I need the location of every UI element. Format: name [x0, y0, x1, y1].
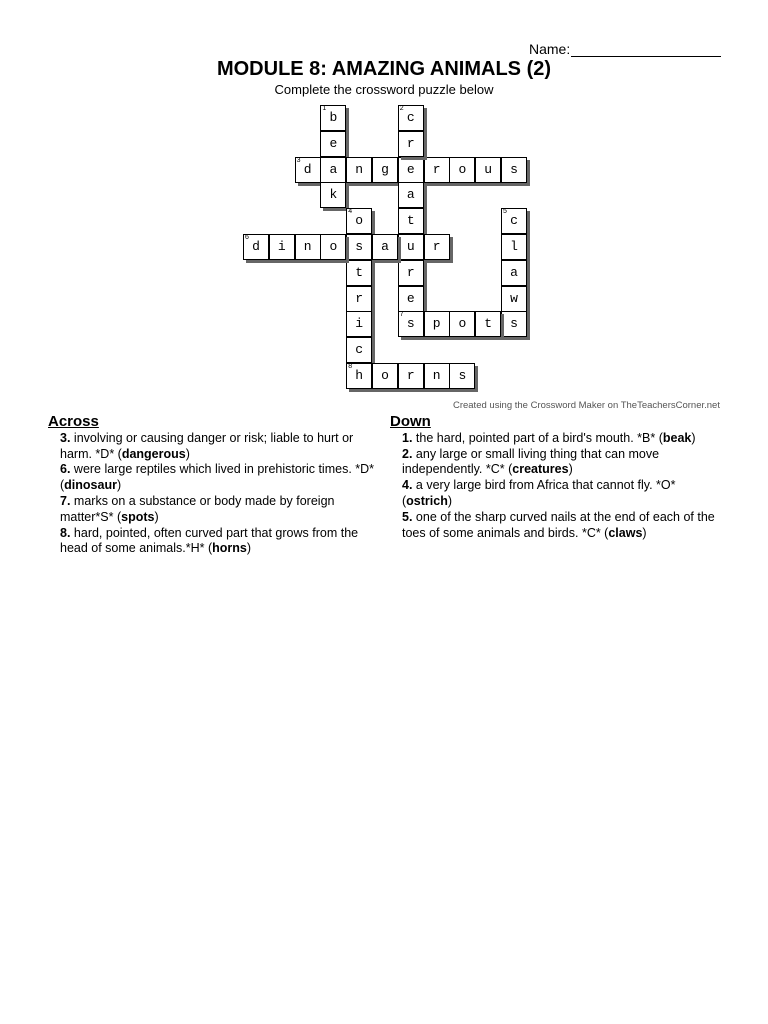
across-clues [48, 414, 383, 557]
clue-answer: beak [662, 430, 692, 445]
cell-letter: d [303, 161, 312, 177]
cell-letter: s [458, 368, 467, 383]
clue-text: marks on a substance or body made by foreign matter*S* ( [60, 493, 335, 524]
clue-answer: dinosaur [64, 478, 117, 493]
cell-number: 4 [348, 208, 353, 216]
clue-number: 6. [60, 462, 71, 477]
clue-number: 4. [402, 478, 413, 493]
crossword-cell[interactable] [424, 157, 450, 183]
crossword-cell[interactable] [398, 260, 424, 286]
cell-letter: o [381, 368, 389, 383]
cell-letter: s [510, 161, 518, 177]
across-clue-list [48, 431, 383, 557]
cell-letter: a [406, 187, 415, 203]
down-clues [390, 414, 725, 541]
clue-number: 5. [402, 509, 413, 524]
cell-letter: i [355, 316, 364, 332]
crossword-cell[interactable] [346, 208, 372, 234]
across-heading: Across [48, 413, 99, 430]
cell-letter: s [355, 239, 364, 254]
crossword-cell[interactable] [320, 182, 346, 208]
clue-answer: creatures [512, 462, 569, 477]
page-subtitle: Complete the crossword puzzle below [274, 82, 494, 97]
cell-letter: l [510, 239, 518, 254]
cell-number: 3 [296, 156, 301, 164]
crossword-cell[interactable] [320, 234, 346, 260]
cell-number: 5 [503, 208, 507, 216]
crossword-cell[interactable] [501, 286, 527, 312]
clue-answer: claws [608, 525, 643, 540]
crossword-cell[interactable] [372, 157, 398, 183]
crossword-cell[interactable] [449, 311, 475, 337]
cell-letter: c [510, 213, 518, 229]
clue-text: a very large bird from Africa that cannot fly. *O* ( [402, 478, 676, 508]
across-clue [60, 526, 383, 558]
cell-letter: r [406, 264, 415, 280]
crossword-cell[interactable] [398, 363, 424, 389]
clue-answer: horns [212, 541, 247, 556]
down-clue-list [390, 431, 725, 542]
clue-answer: ostrich [406, 493, 448, 508]
crossword-cell[interactable] [398, 311, 424, 337]
clue-number: 3. [60, 430, 71, 445]
clue-close: ) [154, 509, 159, 524]
cell-number: 1 [322, 105, 327, 112]
crossword-cell[interactable] [346, 363, 372, 389]
down-clue [402, 510, 725, 542]
cell-letter: g [381, 161, 389, 177]
page-title: MODULE 8: AMAZING ANIMALS (2) [216, 58, 552, 80]
crossword-cell[interactable] [501, 234, 527, 260]
crossword-cell[interactable] [320, 105, 346, 131]
cell-letter: t [484, 316, 493, 332]
crossword-cell[interactable] [346, 157, 372, 183]
across-clue [60, 431, 383, 463]
clue-number: 7. [60, 493, 71, 508]
cell-number: 6 [245, 234, 249, 241]
cell-letter: r [406, 135, 415, 151]
across-clue [60, 494, 383, 526]
cell-letter: c [355, 342, 364, 358]
cell-letter: i [277, 239, 286, 254]
crossword-cell[interactable] [398, 182, 424, 208]
cell-number: 7 [399, 311, 404, 319]
cell-letter: r [406, 368, 415, 383]
clue-close: ) [246, 541, 252, 556]
crossword-cell[interactable] [320, 157, 346, 183]
crossword-cell[interactable] [501, 260, 527, 286]
crossword-cell[interactable] [372, 363, 398, 389]
clue-number: 8. [60, 525, 71, 540]
clue-number: 1. [402, 430, 413, 445]
clue-text: hard, pointed, often curved part that grows from the head of some animals.*H* ( [60, 525, 359, 556]
cell-letter: e [406, 161, 415, 177]
crossword-cell[interactable] [346, 337, 372, 363]
crossword-cell[interactable] [501, 311, 527, 337]
crossword-cell[interactable] [372, 234, 398, 260]
crossword-cell[interactable] [398, 105, 424, 131]
crossword-cell[interactable] [320, 131, 346, 157]
cell-letter: r [432, 239, 441, 254]
clue-number: 2. [402, 446, 413, 461]
clue-close: ) [185, 446, 190, 461]
cell-letter: o [355, 213, 364, 229]
credit-line: Created using the Crossword Maker on TheTeachersCorner.net [452, 400, 720, 411]
clue-text: the hard, pointed part of a bird's mouth. *B* ( [412, 430, 663, 445]
crossword-cell[interactable] [269, 234, 295, 260]
cell-letter: e [329, 135, 338, 151]
cell-letter: t [355, 264, 364, 280]
crossword-cell[interactable] [475, 157, 501, 183]
crossword-cell[interactable] [398, 286, 424, 312]
cell-number: 8 [348, 363, 353, 370]
cell-letter: o [458, 161, 467, 177]
down-clue [402, 478, 725, 510]
cell-letter: r [355, 290, 364, 306]
crossword-cell[interactable] [295, 234, 321, 260]
clue-text: any large or small living thing that can move independently. *C* ( [402, 446, 660, 477]
cell-letter: o [458, 316, 467, 332]
crossword-cell[interactable] [346, 286, 372, 312]
cell-letter: a [329, 161, 338, 177]
cell-letter: n [432, 368, 441, 383]
clue-answer: spots [121, 509, 155, 524]
clue-close: ) [642, 525, 647, 540]
clue-close: ) [691, 430, 696, 445]
cell-letter: w [510, 290, 518, 306]
cell-letter: a [381, 239, 389, 254]
cell-letter: n [355, 161, 364, 177]
cell-letter: s [406, 316, 415, 332]
cell-letter: n [303, 239, 312, 254]
cell-letter: r [432, 161, 441, 177]
crossword-cell[interactable] [398, 157, 424, 183]
cell-letter: u [406, 239, 415, 254]
cell-letter: o [329, 239, 338, 254]
down-clue [402, 431, 725, 447]
crossword-cell[interactable] [243, 234, 269, 260]
name-label: Name: [529, 41, 571, 57]
clue-text: were large reptiles which lived in prehistoric times. *D* ( [60, 462, 375, 493]
crossword-cell[interactable] [398, 234, 424, 260]
crossword-cell[interactable] [346, 234, 372, 260]
crossword-cell[interactable] [424, 311, 450, 337]
crossword-grid [0, 0, 768, 420]
clue-text: involving or causing danger or risk; liable to hurt or harm. *D* ( [60, 430, 354, 461]
crossword-cell[interactable] [398, 131, 424, 157]
crossword-cell[interactable] [501, 157, 527, 183]
clue-answer: dangerous [121, 446, 186, 461]
crossword-cell[interactable] [449, 157, 475, 183]
cell-letter: a [510, 264, 518, 280]
cell-letter: s [510, 316, 518, 332]
clue-close: ) [447, 493, 453, 508]
clue-close: ) [116, 478, 122, 493]
cell-letter: k [329, 187, 338, 203]
crossword-cell[interactable] [501, 208, 527, 234]
crossword-cell[interactable] [346, 260, 372, 286]
cell-letter: c [406, 110, 415, 125]
cell-letter: e [406, 290, 415, 306]
cell-number: 2 [399, 105, 404, 112]
crossword-cell[interactable] [398, 208, 424, 234]
cell-letter: t [406, 213, 415, 229]
cell-letter: p [432, 316, 441, 332]
crossword-cell[interactable] [424, 363, 450, 389]
cell-letter: u [484, 161, 493, 177]
crossword-cell[interactable] [346, 311, 372, 337]
down-heading: Down [390, 413, 431, 430]
crossword-cell[interactable] [295, 157, 321, 183]
clue-text: one of the sharp curved nails at the end of each of the toes of some animals and birds. *C* ( [402, 509, 715, 540]
clue-close: ) [568, 462, 573, 477]
across-clue [60, 462, 383, 494]
cell-letter: b [329, 110, 338, 125]
down-clue [402, 447, 725, 479]
crossword-cell[interactable] [424, 234, 450, 260]
cell-letter: d [252, 239, 260, 254]
crossword-cell[interactable] [475, 311, 501, 337]
cell-letter: h [355, 368, 364, 383]
crossword-cell[interactable] [449, 363, 475, 389]
